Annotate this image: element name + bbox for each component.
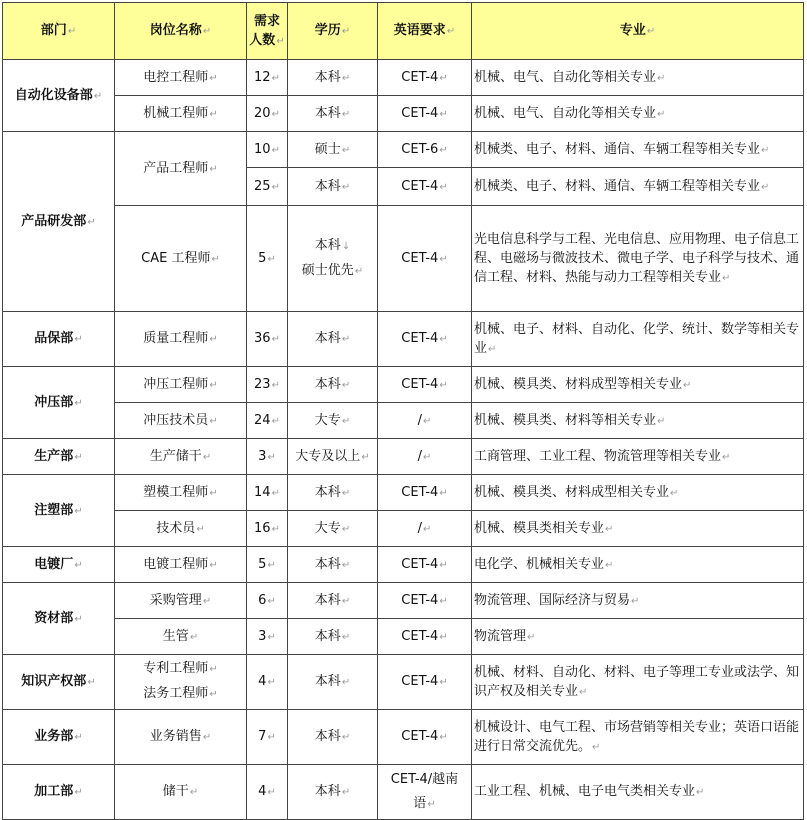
english-cell: CET-4↵: [378, 619, 472, 655]
english-cell: CET-4↵: [378, 312, 472, 367]
header-english: 英语要求↵: [378, 3, 472, 60]
table-row: [3, 655, 804, 710]
education-cell: 本科↵: [288, 312, 378, 367]
major-cell: 机械、电气、自动化等相关专业↵: [472, 60, 804, 96]
position-cell: 机械工程师↵: [115, 96, 247, 132]
position-cell: 生产储干↵: [115, 439, 247, 475]
education-cell: 本科↵: [288, 60, 378, 96]
table-row: [3, 475, 804, 511]
headcount-cell: 10↵: [247, 132, 288, 168]
header-major: 专业↵: [472, 3, 804, 60]
headcount-cell: 36↵: [247, 312, 288, 367]
position-cell: 专利工程师↵ 法务工程师↵: [115, 655, 247, 710]
table-row: [3, 367, 804, 403]
english-cell: CET-4↵: [378, 655, 472, 710]
education-cell: 大专及以上↵: [288, 439, 378, 475]
position-cell: 电镀工程师↵: [115, 547, 247, 583]
header-education: 学历↵: [288, 3, 378, 60]
dept-cell: 资材部↵: [3, 583, 115, 655]
headcount-cell: 20↵: [247, 96, 288, 132]
major-cell: 物流管理、国际经济与贸易↵: [472, 583, 804, 619]
position-cell: 产品工程师↵: [115, 132, 247, 206]
table-row: [3, 403, 804, 439]
headcount-cell: 24↵: [247, 403, 288, 439]
english-cell: CET-4↵: [378, 168, 472, 206]
major-cell: 工商管理、工业工程、物流管理等相关专业↵: [472, 439, 804, 475]
english-cell: CET-4↵: [378, 710, 472, 765]
education-cell: 大专↵: [288, 403, 378, 439]
headcount-cell: 25↵: [247, 168, 288, 206]
header-dept: 部门↵: [3, 3, 115, 60]
english-cell: CET-4/越南 语↵: [378, 765, 472, 820]
english-cell: CET-4↵: [378, 96, 472, 132]
education-cell: 本科↵: [288, 367, 378, 403]
recruitment-table: [2, 2, 804, 820]
education-cell: 硕士↵: [288, 132, 378, 168]
position-cell: 生管↵: [115, 619, 247, 655]
table-row: [3, 60, 804, 96]
dept-cell: 知识产权部↵: [3, 655, 115, 710]
table-row: [3, 547, 804, 583]
major-cell: 机械、模具类、材料成型等相关专业↵: [472, 367, 804, 403]
major-cell: 机械、模具类相关专业↵: [472, 511, 804, 547]
education-cell: 本科↵: [288, 619, 378, 655]
position-cell: 技术员↵: [115, 511, 247, 547]
english-cell: /↵: [378, 439, 472, 475]
education-cell: 本科↓ 硕士优先↵: [288, 206, 378, 312]
headcount-cell: 4↵: [247, 765, 288, 820]
table-row: [3, 439, 804, 475]
dept-cell: 加工部↵: [3, 765, 115, 820]
dept-cell: 业务部↵: [3, 710, 115, 765]
headcount-cell: 5↵: [247, 206, 288, 312]
education-cell: 本科↵: [288, 710, 378, 765]
education-cell: 本科↵: [288, 583, 378, 619]
english-cell: CET-4↵: [378, 206, 472, 312]
major-cell: 机械类、电子、材料、通信、车辆工程等相关专业↵: [472, 168, 804, 206]
dept-cell: 冲压部↵: [3, 367, 115, 439]
english-cell: /↵: [378, 403, 472, 439]
dept-cell: 注塑部↵: [3, 475, 115, 547]
header-position: 岗位名称↵: [115, 3, 247, 60]
headcount-cell: 6↵: [247, 583, 288, 619]
education-cell: 大专↵: [288, 511, 378, 547]
english-cell: CET-6↵: [378, 132, 472, 168]
header-row: [3, 3, 804, 60]
headcount-cell: 14↵: [247, 475, 288, 511]
headcount-cell: 7↵: [247, 710, 288, 765]
position-cell: 质量工程师↵: [115, 312, 247, 367]
table-row: [3, 132, 804, 168]
table-row: [3, 765, 804, 820]
education-cell: 本科↵: [288, 765, 378, 820]
education-cell: 本科↵: [288, 655, 378, 710]
headcount-cell: 3↵: [247, 439, 288, 475]
major-cell: 物流管理↵: [472, 619, 804, 655]
english-cell: CET-4↵: [378, 475, 472, 511]
english-cell: CET-4↵: [378, 60, 472, 96]
position-cell: 冲压技术员↵: [115, 403, 247, 439]
position-cell: 采购管理↵: [115, 583, 247, 619]
major-cell: 机械、材料、自动化、材料、电子等理工专业或法学、知识产权及相关专业↵: [472, 655, 804, 710]
dept-cell: 自动化设备部↵: [3, 60, 115, 132]
major-cell: 机械设计、电气工程、市场营销等相关专业；英语口语能进行日常交流优先。↵: [472, 710, 804, 765]
position-cell: 冲压工程师↵: [115, 367, 247, 403]
headcount-cell: 12↵: [247, 60, 288, 96]
position-cell: 储干↵: [115, 765, 247, 820]
major-cell: 机械、电气、自动化等相关专业↵: [472, 96, 804, 132]
table-row: [3, 710, 804, 765]
position-cell: 塑模工程师↵: [115, 475, 247, 511]
headcount-cell: 23↵: [247, 367, 288, 403]
position-cell: 电控工程师↵: [115, 60, 247, 96]
table-row: [3, 96, 804, 132]
table-row: [3, 583, 804, 619]
position-cell: 业务销售↵: [115, 710, 247, 765]
english-cell: CET-4↵: [378, 367, 472, 403]
table-row: [3, 619, 804, 655]
major-cell: 电化学、机械相关专业↵: [472, 547, 804, 583]
position-cell: CAE 工程师↵: [115, 206, 247, 312]
headcount-cell: 16↵: [247, 511, 288, 547]
major-cell: 机械、模具类、材料成型相关专业↵: [472, 475, 804, 511]
major-cell: 机械类、电子、材料、通信、车辆工程等相关专业↵: [472, 132, 804, 168]
major-cell: 工业工程、机械、电子电气类相关专业↵: [472, 765, 804, 820]
major-cell: 机械、电子、材料、自动化、化学、统计、数学等相关专业↵: [472, 312, 804, 367]
education-cell: 本科↵: [288, 168, 378, 206]
headcount-cell: 3↵: [247, 619, 288, 655]
english-cell: CET-4↵: [378, 547, 472, 583]
dept-cell: 生产部↵: [3, 439, 115, 475]
major-cell: 机械、模具类、材料等相关专业↵: [472, 403, 804, 439]
table-row: [3, 206, 804, 312]
table-row: [3, 312, 804, 367]
headcount-cell: 5↵: [247, 547, 288, 583]
headcount-cell: 4↵: [247, 655, 288, 710]
header-headcount: 需求 人数↵: [247, 3, 288, 60]
dept-cell: 电镀厂↵: [3, 547, 115, 583]
education-cell: 本科↵: [288, 475, 378, 511]
english-cell: CET-4↵: [378, 583, 472, 619]
english-cell: /↵: [378, 511, 472, 547]
education-cell: 本科↵: [288, 96, 378, 132]
dept-cell: 品保部↵: [3, 312, 115, 367]
table-row: [3, 511, 804, 547]
dept-cell: 产品研发部↵: [3, 132, 115, 312]
major-cell: 光电信息科学与工程、光电信息、应用物理、电子信息工程、电磁场与微波技术、微电子学、电子科学与技术、通信工程、材料、热能与动力工程等相关专业↵: [472, 206, 804, 312]
education-cell: 本科↵: [288, 547, 378, 583]
